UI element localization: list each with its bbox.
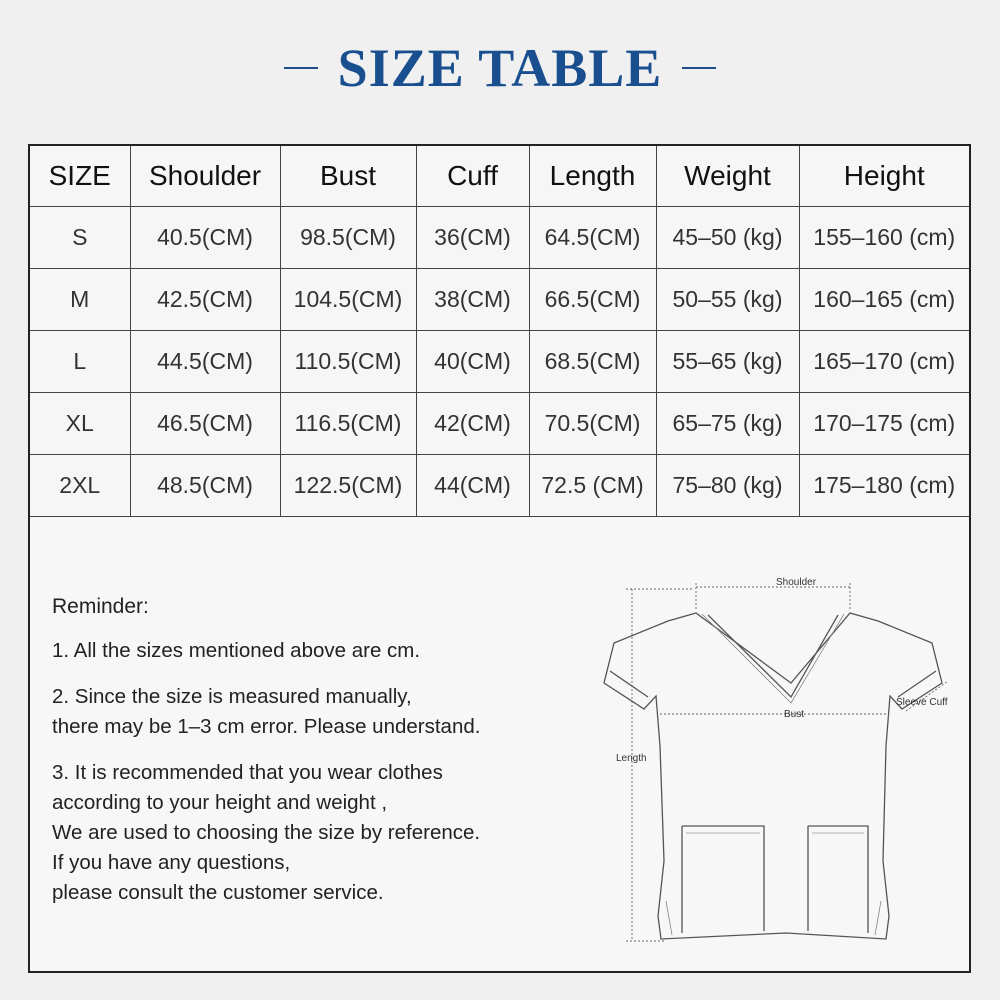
cell-weight: 55–65 (kg) <box>656 331 799 393</box>
cell-height: 160–165 (cm) <box>799 269 969 331</box>
reminder-section <box>52 592 592 924</box>
header-bust: Bust <box>280 146 416 207</box>
cell-cuff: 40(CM) <box>416 331 529 393</box>
scrub-top-outline <box>604 613 942 939</box>
cell-size: 2XL <box>30 455 130 517</box>
header-shoulder: Shoulder <box>130 146 280 207</box>
label-sleeve-cuff: Sleeve Cuff <box>896 697 948 708</box>
cell-size: M <box>30 269 130 331</box>
cell-weight: 45–50 (kg) <box>656 207 799 269</box>
cell-cuff: 36(CM) <box>416 207 529 269</box>
title-dash-left <box>284 67 318 69</box>
cell-weight: 65–75 (kg) <box>656 393 799 455</box>
size-chart-frame <box>28 144 971 973</box>
cell-shoulder: 48.5(CM) <box>130 455 280 517</box>
cell-height: 170–175 (cm) <box>799 393 969 455</box>
table-row <box>30 269 969 331</box>
reminder-line: 2. Since the size is measured manually, <box>52 685 412 708</box>
reminder-line: 3. It is recommended that you wear clothes <box>52 761 443 784</box>
reminder-line: We are used to choosing the size by reference. <box>52 821 481 844</box>
table-row <box>30 393 969 455</box>
table-header-row <box>30 146 969 207</box>
reminder-item-1 <box>52 636 592 666</box>
sleeve-band-right <box>898 671 936 697</box>
reminder-line: according to your height and weight , <box>52 791 388 814</box>
cell-cuff: 38(CM) <box>416 269 529 331</box>
page-title: SIZE TABLE <box>337 38 663 98</box>
label-shoulder: Shoulder <box>776 577 817 588</box>
title-dash-right <box>682 67 716 69</box>
cell-bust: 104.5(CM) <box>280 269 416 331</box>
cell-size: S <box>30 207 130 269</box>
cell-height: 155–160 (cm) <box>799 207 969 269</box>
reminder-line: If you have any questions, <box>52 851 291 874</box>
header-cuff: Cuff <box>416 146 529 207</box>
header-length: Length <box>529 146 656 207</box>
cell-height: 175–180 (cm) <box>799 455 969 517</box>
reminder-item-3 <box>52 758 592 908</box>
label-bust: Bust <box>784 709 805 720</box>
reminder-line: please consult the customer service. <box>52 881 384 904</box>
table-row <box>30 331 969 393</box>
header-weight: Weight <box>656 146 799 207</box>
cell-length: 68.5(CM) <box>529 331 656 393</box>
size-table <box>30 146 969 517</box>
cell-height: 165–170 (cm) <box>799 331 969 393</box>
reminder-line: 1. All the sizes mentioned above are cm. <box>52 639 421 662</box>
reminder-heading: Reminder: <box>52 595 149 618</box>
cell-bust: 122.5(CM) <box>280 455 416 517</box>
header-height: Height <box>799 146 969 207</box>
cell-weight: 75–80 (kg) <box>656 455 799 517</box>
table-row <box>30 455 969 517</box>
cell-bust: 110.5(CM) <box>280 331 416 393</box>
cell-length: 66.5(CM) <box>529 269 656 331</box>
cell-bust: 98.5(CM) <box>280 207 416 269</box>
title-row <box>0 38 1000 98</box>
cell-cuff: 44(CM) <box>416 455 529 517</box>
reminder-line: there may be 1–3 cm error. Please understand. <box>52 715 481 738</box>
cell-length: 64.5(CM) <box>529 207 656 269</box>
cell-bust: 116.5(CM) <box>280 393 416 455</box>
cell-size: XL <box>30 393 130 455</box>
sleeve-band-left <box>610 671 648 697</box>
cell-length: 72.5 (CM) <box>529 455 656 517</box>
header-size: SIZE <box>30 146 130 207</box>
cell-size: L <box>30 331 130 393</box>
table-row <box>30 207 969 269</box>
cell-shoulder: 46.5(CM) <box>130 393 280 455</box>
pocket-left <box>682 826 764 933</box>
cell-weight: 50–55 (kg) <box>656 269 799 331</box>
scrub-top-measurement-diagram <box>586 571 966 961</box>
cell-shoulder: 44.5(CM) <box>130 331 280 393</box>
cell-length: 70.5(CM) <box>529 393 656 455</box>
cell-shoulder: 40.5(CM) <box>130 207 280 269</box>
reminder-item-2 <box>52 682 592 742</box>
cell-cuff: 42(CM) <box>416 393 529 455</box>
cell-shoulder: 42.5(CM) <box>130 269 280 331</box>
label-length: Length <box>616 753 647 764</box>
pocket-right <box>808 826 868 933</box>
